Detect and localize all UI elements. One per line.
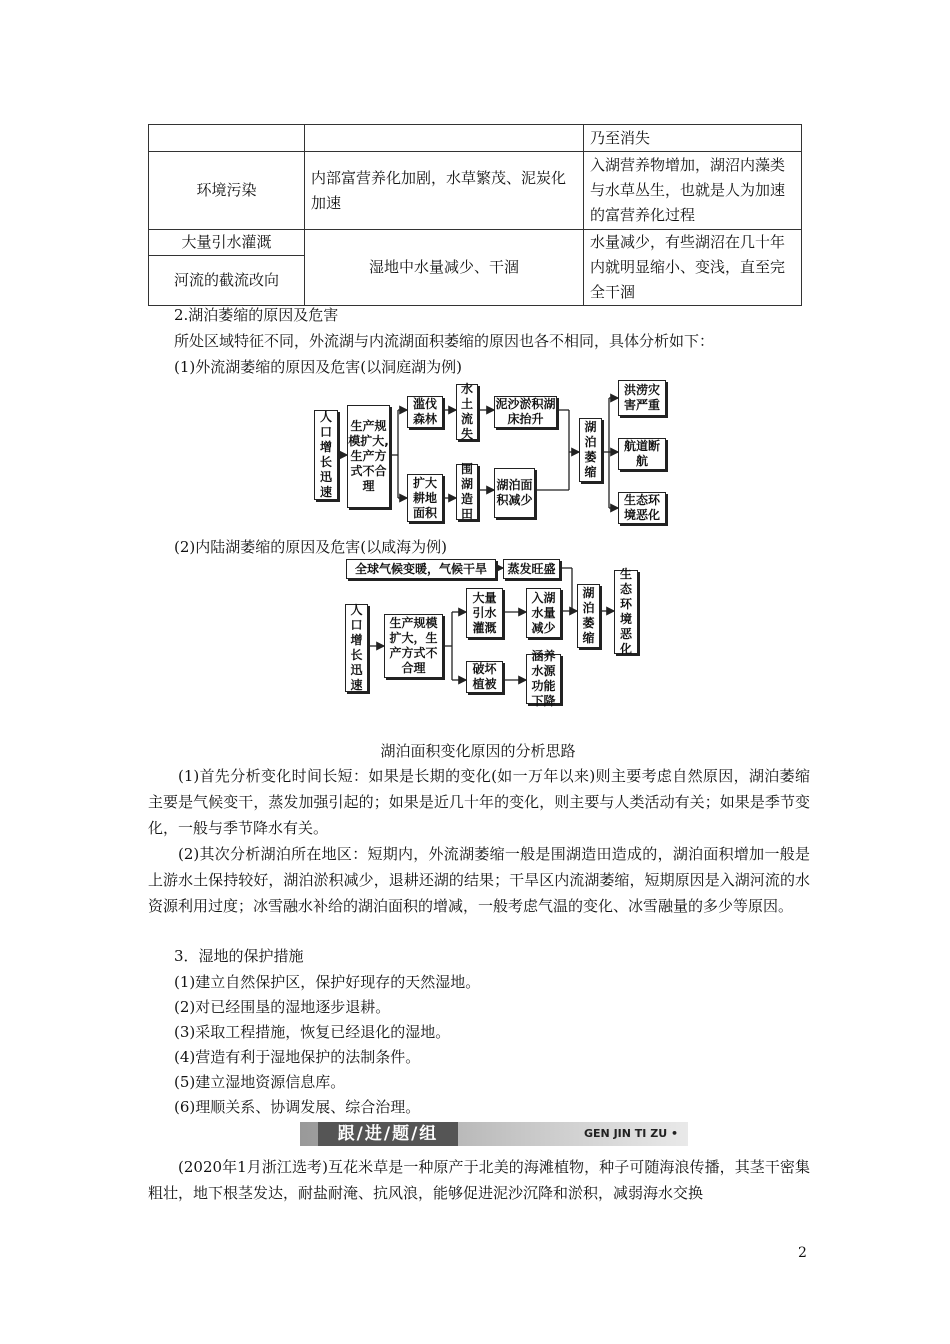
table-cell: 大量引水灌溉 xyxy=(149,230,305,256)
table-cell: 乃至消失 xyxy=(584,125,802,152)
node-erosion: 水土流失 xyxy=(456,384,478,440)
banner-title: 跟/进/题/组 xyxy=(318,1122,458,1146)
subheading: (1)外流湖萎缩的原因及危害(以洞庭湖为例) xyxy=(174,358,462,376)
paragraph: (1)首先分析变化时间长短：如果是长期的变化(如一万年以来)则主要考虑自然原因，湖泊萎缩主要是气候变干，蒸发加强引起的；如果是近几十年的变化，则主要与人类活动有关；如果是季节变化，一般与季节降水有关。 xyxy=(148,767,810,837)
table-cell: 内部富营养化加剧，水草繁茂、泥炭化加速 xyxy=(305,152,584,230)
section-heading: 2.湖泊萎缩的原因及危害 xyxy=(174,306,339,324)
node-shrink: 湖泊萎缩 xyxy=(577,584,600,648)
table-cell: 入湖营养物增加，湖沼内藻类与水草丛生，也就是人为加速的富营养化过程 xyxy=(584,152,802,230)
node-population: 人口增长迅速 xyxy=(314,410,338,500)
list-item: (5)建立湿地资源信息库。 xyxy=(174,1073,346,1091)
banner-subtitle: GEN JIN TI ZU • xyxy=(584,1127,678,1140)
list-item: (2)对已经围垦的湿地逐步退耕。 xyxy=(174,998,391,1016)
node-deforest: 滥伐森林 xyxy=(407,396,443,428)
node-irrigation: 大量引水灌溉 xyxy=(466,588,503,638)
subheading: (2)内陆湖萎缩的原因及危害(以咸海为例) xyxy=(174,538,447,556)
node-conserve: 涵养水源功能下降 xyxy=(526,654,561,704)
node-inflow: 入湖水量减少 xyxy=(526,588,561,638)
node-vegetation: 破坏植被 xyxy=(466,661,503,693)
table-cell: 环境污染 xyxy=(149,152,305,230)
node-reclaim: 围湖造田 xyxy=(456,464,478,520)
node-production: 生产规模扩大,生产方式不合理 xyxy=(347,405,390,508)
node-climate: 全球气候变暖，气候干旱 xyxy=(346,559,496,579)
node-ecology: 生态环境恶化 xyxy=(614,570,638,654)
paragraph: (2)其次分析湖泊所在地区：短期内，外流湖萎缩一般是围湖造田造成的，湖泊面积增加一般是上游水土保持较好，湖泊淤积减少，退耕还湖的结果；干旱区内流湖萎缩，短期原因是入湖河流的水资源利用过度；冰雪融水补给的湖泊面积的增减，一般考虑气温的变化、冰雪融量的多少等原因。 xyxy=(148,845,810,915)
list-item: (6)理顺关系、协调发展、综合治理。 xyxy=(174,1098,421,1116)
node-ecology: 生态环境恶化 xyxy=(618,492,666,524)
table-cell: 河流的截流改向 xyxy=(149,256,305,306)
section-heading: 3．湿地的保护措施 xyxy=(174,947,304,965)
node-silt: 泥沙淤积湖床抬升 xyxy=(495,397,556,426)
list-item: (3)采取工程措施，恢复已经退化的湿地。 xyxy=(174,1023,451,1041)
table-cell: 水量减少，有些湖沼在几十年内就明显缩小、变浅，直至完全干涸 xyxy=(584,230,802,306)
node-shipping: 航道断航 xyxy=(618,438,666,470)
page-number: 2 xyxy=(798,1245,807,1261)
node-flood: 洪涝灾害严重 xyxy=(618,380,666,416)
list-item: (4)营造有利于湿地保护的法制条件。 xyxy=(174,1048,421,1066)
section-banner xyxy=(300,1122,688,1146)
node-farmland: 扩大耕地面积 xyxy=(407,474,443,522)
question-text: (2020年1月浙江选考)互花米草是一种原产于北美的海滩植物，种子可随海浪传播，其茎干密集粗壮，地下根茎发达，耐盐耐淹、抗风浪，能够促进泥沙沉降和淤积，减弱海水交换 xyxy=(148,1158,810,1202)
list-item: (1)建立自然保护区，保护好现存的天然湿地。 xyxy=(174,973,481,991)
table-cell: 湿地中水量减少、干涸 xyxy=(305,230,584,306)
node-evap: 蒸发旺盛 xyxy=(503,559,560,579)
analysis-title: 湖泊面积变化原因的分析思路 xyxy=(380,742,576,760)
node-shrink: 湖泊萎缩 xyxy=(579,418,602,482)
node-production: 生产规模扩大，生产方式不合理 xyxy=(384,614,443,678)
paragraph: 所处区域特征不同，外流湖与内流湖面积萎缩的原因也各不相同，具体分析如下： xyxy=(174,332,715,350)
node-population: 人口增长迅速 xyxy=(345,604,368,692)
node-area: 湖泊面积减少 xyxy=(494,468,535,518)
